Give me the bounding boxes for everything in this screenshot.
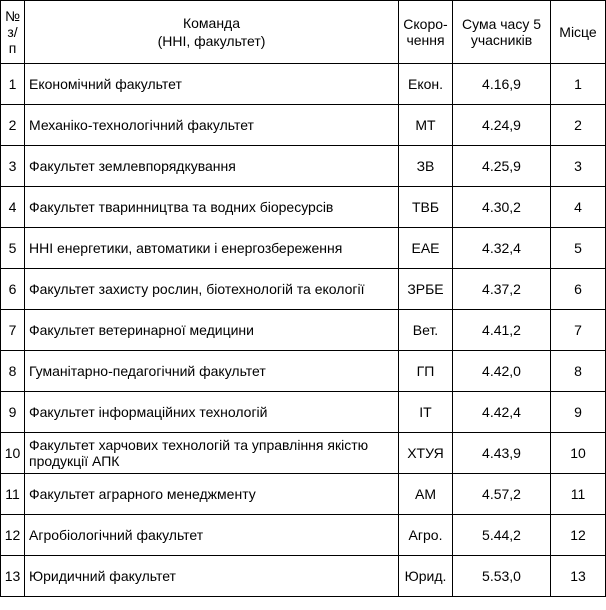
table-row <box>1 269 606 310</box>
row-team-name: Факультет тваринництва та водних біоресурсів <box>25 187 399 228</box>
row-number: 9 <box>1 392 25 433</box>
header-number <box>1 1 25 64</box>
table-row <box>1 433 606 474</box>
row-place: 5 <box>551 228 606 269</box>
row-number: 6 <box>1 269 25 310</box>
row-total-time: 4.32,4 <box>453 228 551 269</box>
row-abbreviation: ІТ <box>399 392 453 433</box>
row-number: 4 <box>1 187 25 228</box>
row-team-name: Факультет аграрного менеджменту <box>25 474 399 515</box>
row-place: 10 <box>551 433 606 474</box>
row-number: 8 <box>1 351 25 392</box>
table-row <box>1 105 606 146</box>
row-number: 11 <box>1 474 25 515</box>
row-team-name: Економічний факультет <box>25 64 399 105</box>
row-abbreviation: ХТУЯ <box>399 433 453 474</box>
table-row <box>1 515 606 556</box>
header-number-line1: № <box>4 8 21 24</box>
header-team-line1: Команда <box>182 15 241 31</box>
row-team-name: Факультет харчових технологій та управління якістю продукції АПК <box>25 433 399 474</box>
row-abbreviation: ГП <box>399 351 453 392</box>
row-total-time: 4.25,9 <box>453 146 551 187</box>
row-number: 1 <box>1 64 25 105</box>
row-number: 13 <box>1 556 25 597</box>
row-abbreviation: Юрид. <box>399 556 453 597</box>
table-row <box>1 310 606 351</box>
row-abbreviation: ТВБ <box>399 187 453 228</box>
row-place: 6 <box>551 269 606 310</box>
row-abbreviation: АМ <box>399 474 453 515</box>
header-row <box>1 1 606 64</box>
row-total-time: 4.30,2 <box>453 187 551 228</box>
table-row <box>1 474 606 515</box>
row-total-time: 4.41,2 <box>453 310 551 351</box>
row-abbreviation: Вет. <box>399 310 453 351</box>
row-place: 11 <box>551 474 606 515</box>
row-place: 9 <box>551 392 606 433</box>
table-row <box>1 64 606 105</box>
row-total-time: 4.24,9 <box>453 105 551 146</box>
header-number-line2: з/п <box>7 24 18 56</box>
header-team-line2: (ННІ, факультет) <box>157 33 266 49</box>
row-team-name: Агробіологічний факультет <box>25 515 399 556</box>
row-place: 3 <box>551 146 606 187</box>
row-abbreviation: ЗРБЕ <box>399 269 453 310</box>
row-team-name: Факультет інформаційних технологій <box>25 392 399 433</box>
row-number: 5 <box>1 228 25 269</box>
row-team-name: Гуманітарно-педагогічний факультет <box>25 351 399 392</box>
row-total-time: 4.57,2 <box>453 474 551 515</box>
row-number: 3 <box>1 146 25 187</box>
header-team <box>25 1 399 64</box>
row-team-name: Механіко-технологічний факультет <box>25 105 399 146</box>
header-time-line1: Сума часу 5 <box>461 16 541 32</box>
row-place: 4 <box>551 187 606 228</box>
table-row <box>1 351 606 392</box>
row-team-name: ННІ енергетики, автоматики і енергозбереження <box>25 228 399 269</box>
row-place: 7 <box>551 310 606 351</box>
header-place: Місце <box>551 1 606 64</box>
row-total-time: 4.43,9 <box>453 433 551 474</box>
row-team-name: Юридичний факультет <box>25 556 399 597</box>
row-number: 7 <box>1 310 25 351</box>
row-place: 8 <box>551 351 606 392</box>
table-row <box>1 556 606 597</box>
row-abbreviation: ЕАЕ <box>399 228 453 269</box>
row-total-time: 4.37,2 <box>453 269 551 310</box>
row-abbreviation: МТ <box>399 105 453 146</box>
row-place: 13 <box>551 556 606 597</box>
row-abbreviation: Агро. <box>399 515 453 556</box>
row-number: 10 <box>1 433 25 474</box>
row-total-time: 4.42,0 <box>453 351 551 392</box>
table-row <box>1 228 606 269</box>
row-place: 2 <box>551 105 606 146</box>
table-body <box>1 64 606 597</box>
row-team-name: Факультет землевпорядкування <box>25 146 399 187</box>
row-abbreviation: ЗВ <box>399 146 453 187</box>
header-abbreviation-line1: Скоро- <box>403 16 448 32</box>
row-total-time: 4.16,9 <box>453 64 551 105</box>
row-total-time: 4.42,4 <box>453 392 551 433</box>
header-abbreviation <box>399 1 453 64</box>
row-total-time: 5.44,2 <box>453 515 551 556</box>
row-team-name: Факультет захисту рослин, біотехнологій та екології <box>25 269 399 310</box>
header-abbreviation-line2: чення <box>406 32 445 48</box>
table-row <box>1 146 606 187</box>
table-row <box>1 392 606 433</box>
header-time-line2: учасників <box>470 32 533 48</box>
row-number: 2 <box>1 105 25 146</box>
row-number: 12 <box>1 515 25 556</box>
table-row <box>1 187 606 228</box>
row-abbreviation: Екон. <box>399 64 453 105</box>
header-time <box>453 1 551 64</box>
row-team-name: Факультет ветеринарної медицини <box>25 310 399 351</box>
row-place: 12 <box>551 515 606 556</box>
row-total-time: 5.53,0 <box>453 556 551 597</box>
row-place: 1 <box>551 64 606 105</box>
